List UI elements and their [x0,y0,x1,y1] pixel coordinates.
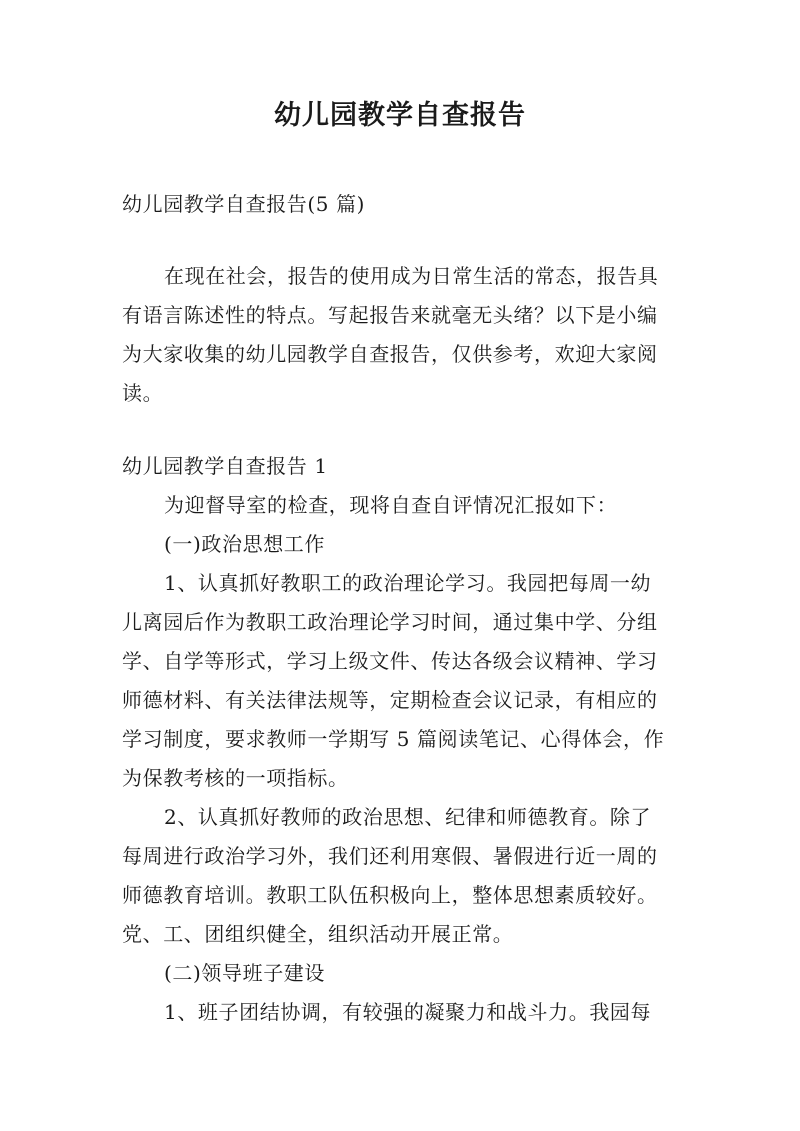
body-line: 儿离园后作为教职工政治理论学习时间，通过集中学、分组 [122,610,658,634]
section-heading: 幼儿园教学自查报告 1 [122,454,328,478]
body-line: 为迎督导室的检查，现将自查自评情况汇报如下： [164,493,618,517]
body-line: 党、工、团组织健全，组织活动开展正常。 [122,922,514,946]
intro-line: 在现在社会，报告的使用成为日常生活的常态，报告具 [164,264,659,288]
intro-line: 有语言陈述性的特点。写起报告来就毫无头绪？以下是小编 [122,303,658,327]
body-line: (二)领导班子建设 [164,961,326,985]
body-line: 学、自学等形式，学习上级文件、传达各级会议精神、学习 [122,649,658,673]
body-line: (一)政治思想工作 [164,532,326,556]
intro-line: 读。 [122,381,164,405]
body-line: 师德教育培训。教职工队伍积极向上，整体思想素质较好。 [122,883,658,907]
intro-line: 为大家收集的幼儿园教学自查报告，仅供参考，欢迎大家阅 [122,342,658,366]
body-line: 学习制度，要求教师一学期写 5 篇阅读笔记、心得体会，作 [122,727,665,751]
document-subtitle: 幼儿园教学自查报告(5 篇) [122,192,366,216]
body-line: 1、班子团结协调，有较强的凝聚力和战斗力。我园每 [164,1000,652,1024]
body-line: 师德材料、有关法律法规等，定期检查会议记录，有相应的 [122,688,658,712]
body-line: 每周进行政治学习外，我们还利用寒假、暑假进行近一周的 [122,844,658,868]
body-line: 1、认真抓好教职工的政治理论学习。我园把每周一幼 [164,571,652,595]
body-line: 2、认真抓好教师的政治思想、纪律和师德教育。除了 [164,805,652,829]
document-title: 幼儿园教学自查报告 [274,100,526,131]
body-line: 为保教考核的一项指标。 [122,766,349,790]
